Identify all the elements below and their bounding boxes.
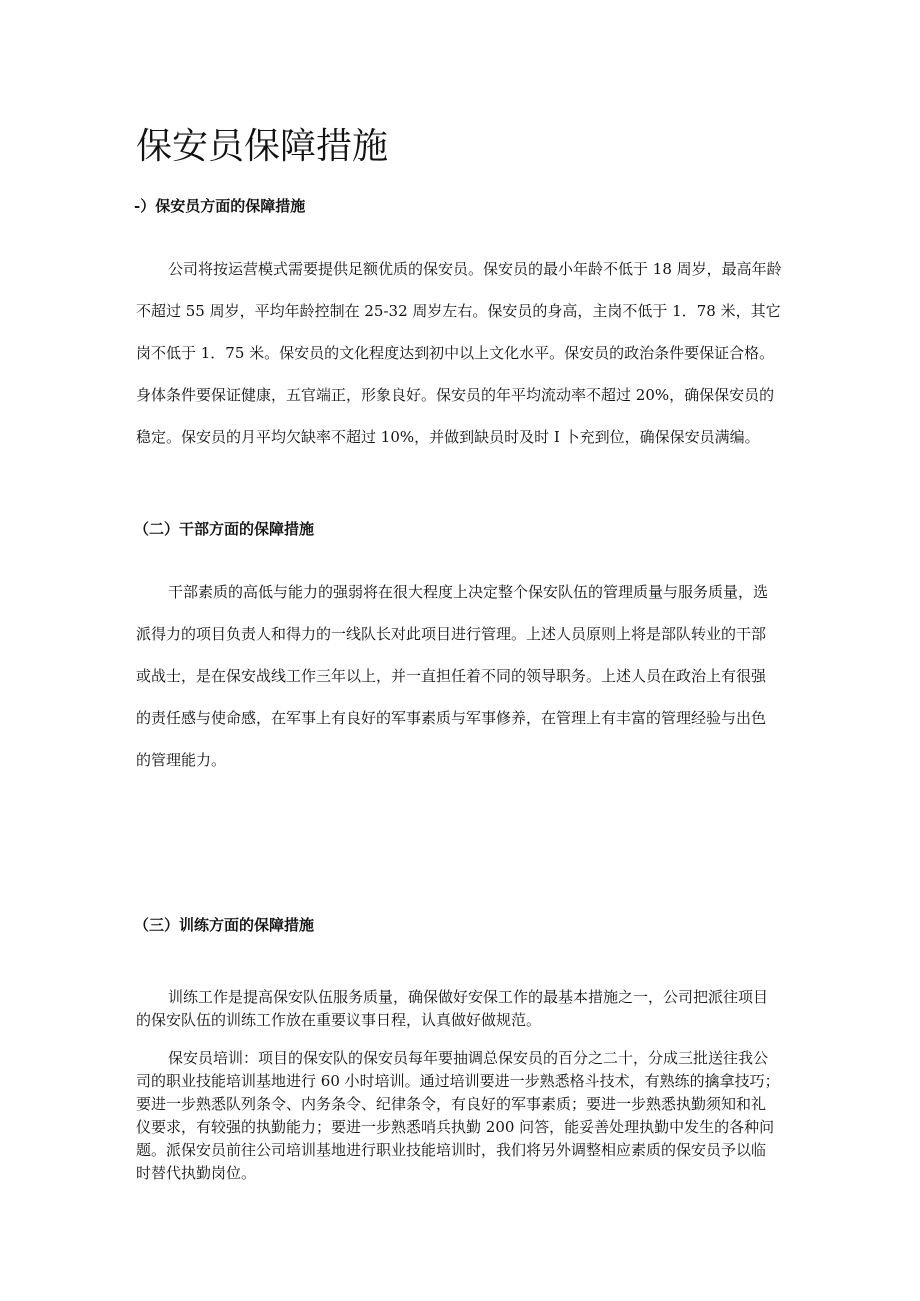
text-line: 训练工作是提高保安队伍服务质量，确保做好安保工作的最基本措施之一，公司把派往项目 xyxy=(168,988,769,1006)
paragraph-guard-training xyxy=(136,1047,786,1185)
document-title: 保安员保障措施 xyxy=(136,126,389,167)
text-line: 或战士，是在保安战线工作三年以上，并一直担任着不同的领导职务。上述人员在政治上有很强 xyxy=(136,667,767,685)
text-line: 岗不低于 1．75 米。保安员的文化程度达到初中以上文化水平。保安员的政治条件要保证合格。 xyxy=(136,344,775,362)
text-line: 稳定。保安员的月平均欠缺率不超过 10%，并做到缺员时及时 I 卜充到位，确保保安员满编。 xyxy=(136,428,760,446)
section-heading-cadre: （二）干部方面的保障措施 xyxy=(134,520,315,538)
section-heading-training: （三）训练方面的保障措施 xyxy=(134,916,315,934)
text-line: 要进一步熟悉队列条令、内务条令、纪律条令，有良好的军事素质；要进一步熟悉执勤须知和礼 xyxy=(136,1095,767,1113)
text-line: 司的职业技能培训基地进行 60 小时培训。通过培训要进一步熟悉格斗技术，有熟练的擒拿技巧； xyxy=(136,1072,780,1090)
text-line: 公司将按运营模式需要提供足额优质的保安员。保安员的最小年龄不低于 18 周岁，最高年龄 xyxy=(168,260,782,278)
text-line: 保安员培训：项目的保安队的保安员每年要抽调总保安员的百分之二十，分成三批送往我公 xyxy=(168,1049,769,1067)
text-line: 的责任感与使命感，在军事上有良好的军事素质与军事修养，在管理上有丰富的管理经验与出色 xyxy=(136,709,767,727)
text-line: 干部素质的高低与能力的强弱将在很大程度上决定整个保安队伍的管理质量与服务质量，选 xyxy=(168,583,769,601)
text-line: 仪要求，有较强的执勤能力；要进一步熟悉哨兵执勤 200 问答，能妥善处理执勤中发生的各种问 xyxy=(136,1118,775,1136)
section-heading-security-staff: -）保安员方面的保障措施 xyxy=(134,197,306,215)
text-line: 派得力的项目负责人和得力的一线队长对此项目进行管理。上述人员原则上将是部队转业的干部 xyxy=(136,625,767,643)
text-line: 的保安队伍的训练工作放在重要议事日程，认真做好做规范。 xyxy=(136,1011,542,1029)
paragraph-security-staff xyxy=(136,248,786,458)
paragraph-cadre xyxy=(136,571,786,781)
text-line: 身体条件要保证健康，五官端正，形象良好。保安员的年平均流动率不超过 20%，确保保安员的 xyxy=(136,386,775,404)
text-line: 的管理能力。 xyxy=(136,751,227,769)
text-line: 不超过 55 周岁，平均年龄控制在 25-32 周岁左右。保安员的身高，主岗不低于 1．78 米，其它 xyxy=(136,302,781,320)
paragraph-training-intro xyxy=(136,986,786,1032)
text-line: 时替代执勤岗位。 xyxy=(136,1164,257,1182)
text-line: 题。派保安员前往公司培训基地进行职业技能培训时，我们将另外调整相应素质的保安员予以临 xyxy=(136,1141,767,1159)
